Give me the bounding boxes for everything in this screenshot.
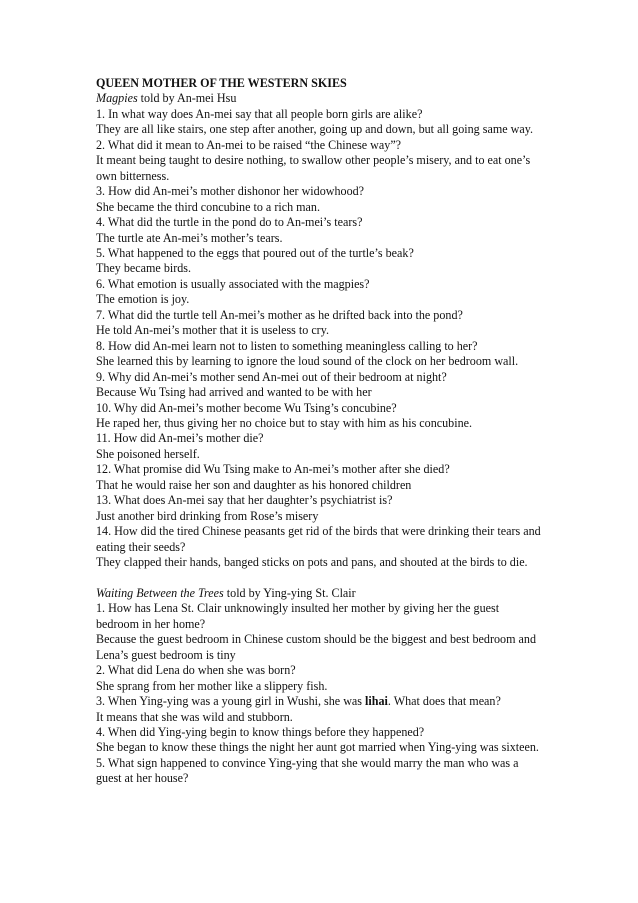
qa-item bbox=[96, 725, 544, 756]
answer: She sprang from her mother like a slippery fish. bbox=[96, 678, 328, 693]
question: 6. What emotion is usually associated with the magpies? bbox=[96, 276, 370, 291]
question: 7. What did the turtle tell An-mei’s mother as he drifted back into the pond? bbox=[96, 307, 463, 322]
answer: She began to know these things the night her aunt got married when Ying-ying was sixteen. bbox=[96, 740, 539, 755]
document-page bbox=[96, 76, 544, 787]
question: 14. How did the tired Chinese peasants get rid of the birds that were drinking their tears and eating their seeds? bbox=[96, 524, 541, 554]
answer: It meant being taught to desire nothing, to swallow other people’s misery, and to eat one’s own bitterness. bbox=[96, 153, 531, 183]
question: 11. How did An-mei’s mother die? bbox=[96, 431, 264, 446]
document-title: QUEEN MOTHER OF THE WESTERN SKIES bbox=[96, 76, 347, 90]
answer: They clapped their hands, banged sticks on pots and pans, and shouted at the birds to die. bbox=[96, 555, 528, 570]
qa-item bbox=[96, 215, 544, 246]
qa-item bbox=[96, 493, 544, 524]
question: 5. What happened to the eggs that poured out of the turtle’s beak? bbox=[96, 245, 414, 260]
qa-item bbox=[96, 184, 544, 215]
answer: Because Wu Tsing had arrived and wanted to be with her bbox=[96, 385, 372, 400]
question: 4. When did Ying-ying begin to know things before they happened? bbox=[96, 725, 425, 740]
story-title: Waiting Between the Trees bbox=[96, 585, 224, 600]
question: 1. In what way does An-mei say that all people born girls are alike? bbox=[96, 106, 423, 121]
question: 9. Why did An-mei’s mother send An-mei out of their bedroom at night? bbox=[96, 369, 447, 384]
question bbox=[96, 694, 544, 709]
qa-item bbox=[96, 401, 544, 432]
answer: That he would raise her son and daughter as his honored children bbox=[96, 477, 412, 492]
question: 13. What does An-mei say that her daughter’s psychiatrist is? bbox=[96, 493, 393, 508]
section-heading bbox=[96, 586, 544, 601]
qa-item bbox=[96, 138, 544, 184]
answer: He told An-mei’s mother that it is useless to cry. bbox=[96, 323, 329, 338]
answer: They are all like stairs, one step after another, going up and down, but all going same way. bbox=[96, 122, 534, 137]
qa-item bbox=[96, 756, 544, 787]
answer: She learned this by learning to ignore the loud sound of the clock on her bedroom wall. bbox=[96, 354, 519, 369]
question-text: 3. When Ying-ying was a young girl in Wushi, she was bbox=[96, 694, 366, 709]
answer: She poisoned herself. bbox=[96, 446, 200, 461]
qa-item bbox=[96, 339, 544, 370]
qa-item bbox=[96, 694, 544, 725]
section-heading bbox=[96, 91, 544, 106]
story-author: told by Ying-ying St. Clair bbox=[223, 585, 356, 600]
qa-item bbox=[96, 524, 544, 570]
question: 3. How did An-mei’s mother dishonor her widowhood? bbox=[96, 184, 365, 199]
answer: The emotion is joy. bbox=[96, 292, 190, 307]
answer: She became the third concubine to a rich man. bbox=[96, 199, 320, 214]
qa-item bbox=[96, 601, 544, 663]
answer: It means that she was wild and stubborn. bbox=[96, 709, 293, 724]
question: 5. What sign happened to convince Ying-ying that she would marry the man who was a guest at her house? bbox=[96, 755, 519, 786]
question-bold-term: lihai bbox=[365, 694, 388, 709]
qa-item bbox=[96, 246, 544, 277]
answer: Just another bird drinking from Rose’s misery bbox=[96, 508, 319, 523]
question: 2. What did it mean to An-mei to be raised “the Chinese way”? bbox=[96, 137, 402, 152]
question: 4. What did the turtle in the pond do to An-mei’s tears? bbox=[96, 215, 363, 230]
qa-item bbox=[96, 462, 544, 493]
qa-item bbox=[96, 308, 544, 339]
question: 1. How has Lena St. Clair unknowingly insulted her mother by giving her the guest bedroom in her home? bbox=[96, 601, 500, 631]
answer: The turtle ate An-mei’s mother’s tears. bbox=[96, 230, 283, 245]
story-title: Magpies bbox=[96, 91, 138, 106]
qa-item bbox=[96, 663, 544, 694]
question: 12. What promise did Wu Tsing make to An-mei’s mother after she died? bbox=[96, 462, 450, 477]
story-author: told by An-mei Hsu bbox=[137, 91, 237, 106]
question-text: . What does that mean? bbox=[387, 694, 501, 709]
qa-item bbox=[96, 277, 544, 308]
qa-item bbox=[96, 431, 544, 462]
question: 10. Why did An-mei’s mother become Wu Tsing’s concubine? bbox=[96, 400, 397, 415]
question: 2. What did Lena do when she was born? bbox=[96, 663, 296, 678]
paragraph-spacer bbox=[96, 571, 544, 586]
qa-item bbox=[96, 107, 544, 138]
answer: Because the guest bedroom in Chinese custom should be the biggest and best bedroom and Lena’s guest bedroom is tiny bbox=[96, 632, 536, 662]
answer: They became birds. bbox=[96, 261, 192, 276]
qa-item bbox=[96, 370, 544, 401]
answer: He raped her, thus giving her no choice but to stay with him as his concubine. bbox=[96, 415, 473, 430]
question: 8. How did An-mei learn not to listen to something meaningless calling to her? bbox=[96, 338, 478, 353]
